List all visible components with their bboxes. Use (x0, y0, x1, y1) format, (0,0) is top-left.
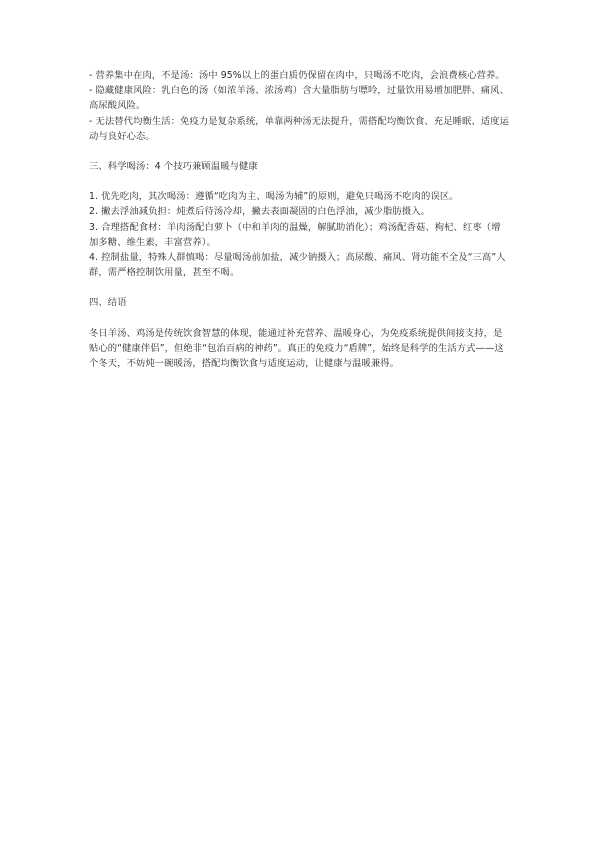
conclusion-paragraph: 冬日羊汤、鸡汤是传统饮食智慧的体现，能通过补充营养、温暖身心，为免疫系统提供间接支持，是贴心的“健康伴侣”，但绝非“包治百病的神药”。真正的免疫力“盾牌”，始终是科学的生活方式——这个冬天，不妨炖一碗暖汤，搭配均衡饮食与适度运动，让健康与温暖兼得。 (89, 327, 504, 370)
bullet-item: - 隐藏健康风险：乳白色的汤（如浓羊汤、浓汤鸡）含大量脂肪与嘌呤，过量饮用易增加肥胖、痛风、高尿酸风险。 (89, 85, 509, 112)
spacer (89, 311, 509, 326)
section-heading: 四、结语 (89, 297, 127, 309)
numbered-item: 2. 撇去浮油减负担：炖煮后待汤冷却，撇去表面凝固的白色浮油，减少脂肪摄入。 (89, 206, 431, 218)
numbered-item: 3. 合理搭配食材：羊肉汤配白萝卜（中和羊肉的温燥，解腻助消化）；鸡汤配香菇、枸杞、红枣（增加多糖、维生素，丰富营养）。 (89, 221, 501, 248)
bullet-item: - 营养集中在肉，不是汤：汤中 95%以上的蛋白质仍保留在肉中，只喝汤不吃肉，会浪费核心营养。 (89, 70, 505, 81)
spacer (89, 144, 509, 159)
bullet-item: - 无法替代均衡生活：免疫力是复杂系统，单靠两种汤无法提升，需搭配均衡饮食、充足睡眠、适度运动与良好心态。 (89, 115, 509, 142)
document-body (89, 68, 509, 371)
spacer (89, 280, 509, 295)
numbered-item: 1. 优先吃肉，其次喝汤：遵循“吃肉为主、喝汤为辅”的原则，避免只喝汤不吃肉的误区。 (89, 191, 459, 203)
section-heading: 三、科学喝汤：4 个技巧兼顾温暖与健康 (89, 161, 258, 173)
spacer (89, 174, 509, 189)
numbered-item: 4. 控制盐量，特殊人群慎喝：尽量喝汤前加盐，减少钠摄入；高尿酸、痛风、肾功能不全及“三高”人群，需严格控制饮用量，甚至不喝。 (89, 252, 506, 279)
